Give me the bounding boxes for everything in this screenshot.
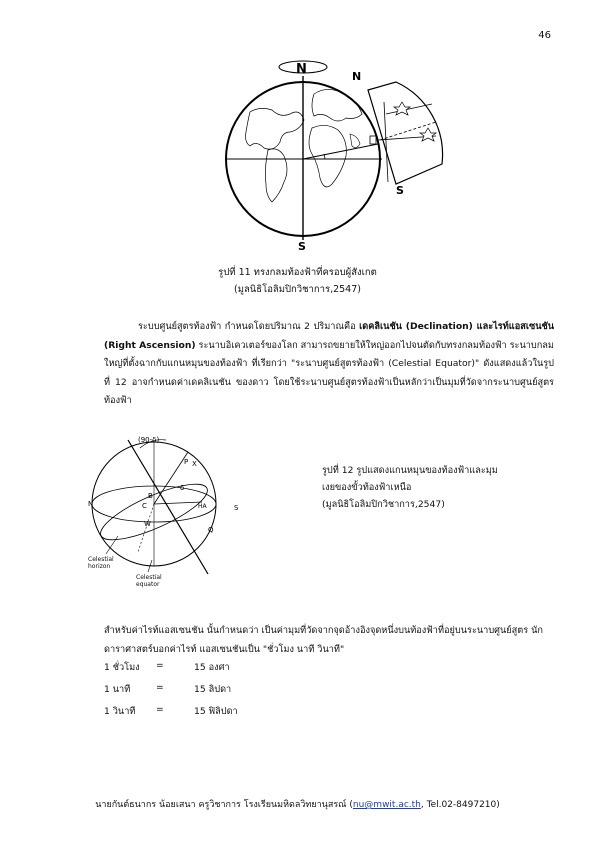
label-b: B	[148, 492, 153, 500]
conversion-row	[104, 704, 404, 726]
label-equator: Celestial equator	[136, 574, 162, 588]
figure2-caption-source: (มูลนิธิโอลิมปิกวิชาการ,2547)	[322, 499, 445, 510]
conversion-table	[104, 660, 404, 726]
page-footer	[0, 797, 595, 811]
figure2-caption-title: รูปที่ 12 รูปแสดงแกนหมุนของท้องฟ้าและมุม	[322, 465, 498, 476]
label-north-top: N	[296, 62, 307, 77]
label-q: Q	[208, 526, 214, 534]
conversion-eq: =	[156, 682, 164, 693]
label-c: C	[142, 502, 147, 510]
conversion-eq: =	[156, 660, 164, 671]
label-w: W	[144, 520, 151, 528]
conversion-row	[104, 682, 404, 704]
figure1-caption-title: รูปที่ 11 ทรงกลมท้องฟ้าที่ครอบผู้สังเกต	[218, 267, 377, 278]
figure-celestial-sphere-observer	[210, 54, 450, 254]
paragraph1-term: เดคลิเนชัน (Declination) และไรท์แอสเซนชัน (Right Ascension)	[104, 321, 554, 351]
label-south-bottom: S	[298, 240, 306, 253]
label-star: X	[192, 460, 197, 468]
figure1-caption	[0, 264, 595, 298]
globe	[226, 76, 382, 240]
conversion-eq: =	[156, 704, 164, 715]
figure1-caption-source: (มูลนิธิโอลิมปิกวิชาการ,2547)	[234, 284, 361, 295]
label-horizon: Celestial horizon	[88, 556, 114, 570]
conversion-unit: 1 วินาที	[104, 706, 136, 717]
conversion-value: 15 ลิปดา	[194, 684, 232, 695]
label-n: N	[88, 500, 94, 508]
footer-author: นายกันต์ธนากร น้อยเสนา ครูวิชาการ โรงเรียนมหิดลวิทยานุสรณ์ (	[95, 800, 353, 810]
label-delta: δ	[180, 484, 185, 492]
label-p: P	[184, 458, 189, 466]
conversion-value: 15 ฟิลิปดา	[194, 706, 238, 717]
label-south-right: S	[396, 184, 404, 197]
label-s: S	[234, 504, 239, 512]
paragraph-right-ascension: สำหรับค่าไรท์แอสเซนชัน นั้นกำหนดว่า เป็นค่ามุมที่วัดจากจุดอ้างอิงจุดหนึ่งบนท้องฟ้าที่อยู่บนระนาบศูนย์สูตร นักดาราศาสตร์บอกค่าไรท์ แอสเซนชันเป็น "ชั่วโมง นาที วินาที"	[104, 625, 543, 655]
figure2-caption	[322, 462, 562, 513]
conversion-unit: 1 นาที	[104, 684, 131, 695]
conversion-unit: 1 ชั่วโมง	[104, 662, 140, 673]
label-ha: HA	[198, 503, 207, 510]
conversion-row	[104, 660, 404, 682]
page-number: 46	[538, 30, 551, 41]
conversion-value: 15 องศา	[194, 662, 230, 673]
footer-email-link[interactable]: nu@mwit.ac.th	[352, 800, 421, 810]
footer-phone: , Tel.02-8497210)	[420, 800, 500, 810]
label-north-right: N	[352, 70, 362, 83]
figure-celestial-axis	[88, 432, 258, 602]
figure2-caption-title-cont: เงยของขั้วท้องฟ้าเหนือ	[322, 482, 412, 493]
label-angle: (90-δ)	[138, 436, 160, 444]
paragraph-equatorial-system	[104, 318, 554, 411]
paragraph1-part2: ระนาบอิเควเตอร์ของโลก สามารถขยายให้ใหญ่ออกไปจนตัดกับทรงกลมท้องฟ้า ระนาบกลมใหญ่ที่ตั้งฉากกับแกนหมุนของท้องฟ้า ที่เรียกว่า "ระนาบศูนย์สูตรท้องฟ้า (Celestial Equator)" ดังแสดงแล้วในรูปที่ 12 อาจกำหนดค่าเดคลิเนชัน ของดาว โดยใช้ระนาบศูนย์สูตรท้องฟ้าเป็นหลักว่าเป็นมุมที่วัดจากระนาบศูนย์สูตรท้องฟ้า	[104, 339, 554, 406]
paragraph1-part1: ระบบศูนย์สูตรท้องฟ้า กำหนดโดยปริมาณ 2 ปริมาณคือ	[138, 321, 360, 332]
